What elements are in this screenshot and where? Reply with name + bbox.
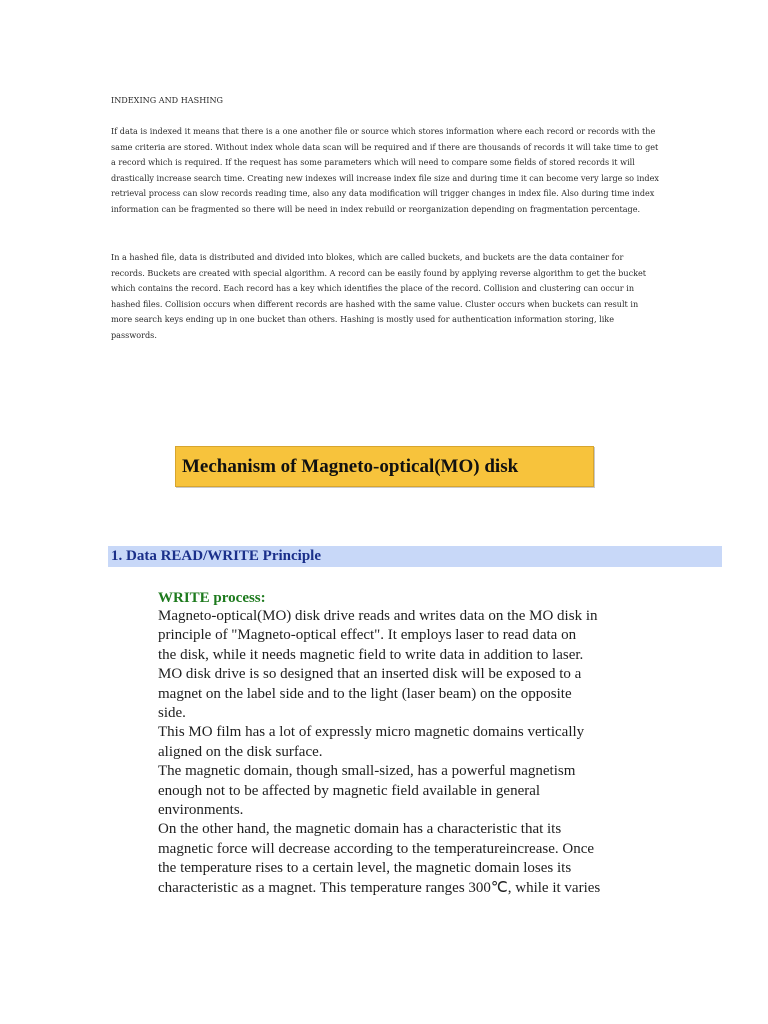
write-process-body	[158, 607, 668, 898]
section-heading: 1. Data READ/WRITE Principle	[111, 548, 321, 564]
mo-title-box	[175, 446, 594, 487]
body-line: principle of "Magneto-optical effect". It employs laser to read data on	[158, 627, 577, 644]
write-process-label: WRITE process:	[158, 590, 266, 606]
body-line: the temperature rises to a certain level, the magnetic domain loses its	[158, 860, 572, 877]
body-line: aligned on the disk surface.	[158, 743, 323, 760]
body-line: Magneto-optical(MO) disk drive reads and writes data on the MO disk in	[158, 608, 598, 624]
hashing-paragraph: In a hashed file, data is distributed and divided into blokes, which are called buckets, and buckets are the data container for records. Buckets are created with special algorithm. A record can be easily found by applying reverse algorithm to get the bucket which contains the record. Each record has a key which identifies the place of the record. Collision and clustering can occur in hashed files. Collision occurs when different records are hashed with the same value. Cluster occurs when buckets can result in more search keys ending up in one bucket than others. Hashing is mostly used for authentication information storing, like passwords.	[111, 252, 647, 340]
indexing-heading: INDEXING AND HASHING	[111, 95, 223, 105]
indexing-paragraph: If data is indexed it means that there is a one another file or source which stores information where each record or records with the same criteria are stored. Without index whole data scan will be required and if there are thousands of records it will take time to get a record which is required. If the request has some parameters which will need to compare some fields of stored records it will drastically increase search time. Creating new indexes will increase index file size and during time it can become very large so index retrieval process can slow records reading time, also any data modification will trigger changes in index file. Also during time index information can be fragmented so there will be need in index rebuild or reorganization depending on fragmentation percentage.	[111, 126, 659, 214]
body-line: characteristic as a magnet. This temperature ranges 300℃, while it varies	[158, 879, 601, 896]
body-line: This MO film has a lot of expressly micro magnetic domains vertically	[158, 724, 585, 741]
body-line: magnet on the label side and to the light (laser beam) on the opposite	[158, 685, 572, 702]
section-heading-bar	[108, 546, 722, 567]
body-line: environments.	[158, 802, 244, 819]
mo-title: Mechanism of Magneto-optical(MO) disk	[182, 456, 519, 477]
body-line: side.	[158, 705, 186, 722]
body-line: enough not to be affected by magnetic field available in general	[158, 782, 541, 799]
body-line: The magnetic domain, though small-sized, has a powerful magnetism	[158, 763, 576, 780]
body-line: MO disk drive is so designed that an inserted disk will be exposed to a	[158, 666, 582, 683]
body-line: magnetic force will decrease according to the temperatureincrease. Once	[158, 840, 595, 857]
body-line: On the other hand, the magnetic domain has a characteristic that its	[158, 821, 562, 838]
body-line: the disk, while it needs magnetic field to write data in addition to laser.	[158, 646, 584, 663]
